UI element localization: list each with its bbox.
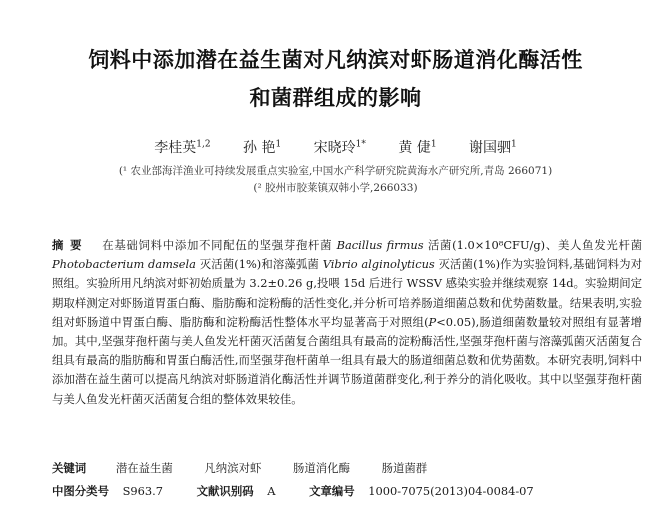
species-name: Bacillus firmus <box>336 238 424 252</box>
keyword: 肠道菌群 <box>381 461 428 475</box>
article-number-value: 1000-7075(2013)04-0084-07 <box>368 484 534 498</box>
keyword: 凡纳滨对虾 <box>204 461 262 475</box>
keyword: 潜在益生菌 <box>115 461 173 475</box>
author: 宋晓玲$^{1*}$ <box>313 139 366 156</box>
author-affiliation-mark: 1 <box>511 139 517 150</box>
abstract-label: 摘要 <box>52 238 89 252</box>
species-name: Photobacterium damsela <box>52 257 196 272</box>
author-affiliation-mark: 1,2 <box>196 139 211 150</box>
abstract: 摘要 在基础饲料中添加不同配伍的坚强芽孢杆菌 Bacillus firmus 活菌(1.0×10⁸CFU/g)、美人鱼发光杆菌 Photobacterium damsela 灭活菌(1%)和溶藻弧菌 Vibrio alginolyticus 灭活菌(1%)作为实验饲料,基础饲料为对照组。实验所用凡纳滨对虾初始质量为 3.2±0.26 g,投喂 15d 后进行 WSSV 感染实验并继续观察 14d。实验期间定期取样测定对虾肠道胃蛋白酶、脂肪酶和淀粉酶的活性变化,并分析可培养肠道细菌总数和优势菌数量。结果表明,实验组对虾肠道中胃蛋白酶、脂肪酶和淀粉酶活性整体水平均显著高于对照组(P<0.05),肠道细菌数量较对照组有显著增加。其中,坚强芽孢杆菌与美人鱼发光杆菌灭活菌复合菌组具有最高的淀粉酶活性,坚强芽孢杆菌与溶藻弧菌灭活菌复合组具有最高的脂肪酶和胃蛋白酶活性,而坚强芽孢杆菌单一组具有最大的肠道细菌总数和优势菌数。本研究表明,饲料中添加潜在益生菌可以提高凡纳滨对虾肠道消化酶活性并调节肠道菌群变化,利于养分的消化吸收。其中以坚强芽孢杆菌与美人鱼发光杆菌灭活菌复合组的整体效果较佳。 <box>52 238 642 406</box>
author-list <box>0 137 671 157</box>
keywords <box>52 460 455 476</box>
keywords-label: 关键词 <box>52 461 87 475</box>
author-affiliation-mark: 1 <box>430 139 437 150</box>
author-affiliation-mark: 1 <box>275 139 282 150</box>
classification-line <box>52 483 564 499</box>
species-name: Vibrio alginolyticus <box>322 257 435 272</box>
clc-label: 中图分类号 <box>52 484 109 498</box>
paper-title-line-1: 饲料中添加潜在益生菌对凡纳滨对虾肠道消化酶活性 <box>88 48 583 72</box>
paper-title-line-2: 和菌群组成的影响 <box>249 86 422 110</box>
affiliation-1: (¹ 农业部海洋渔业可持续发展重点实验室,中国水产科学研究院黄海水产研究所,青岛 266071) <box>118 165 553 177</box>
author-affiliation-mark: 1* <box>355 139 366 150</box>
affiliation-2: (² 胶州市胶莱镇双韩小学,266033) <box>253 182 418 194</box>
article-number-label: 文章编号 <box>309 484 355 498</box>
keyword: 肠道消化酶 <box>293 461 350 475</box>
author: 孙 艳$^1$ <box>243 139 282 156</box>
clc-value: S963.7 <box>122 484 164 498</box>
doc-code-label: 文献识别码 <box>196 484 254 498</box>
doc-code-value: A <box>267 484 276 498</box>
author: 谢国驷$^1$ <box>469 139 517 156</box>
p-value-symbol: P <box>428 314 437 329</box>
author: 黄 倢$^1$ <box>398 139 437 156</box>
author: 李桂英$^{1,2}$ <box>154 139 211 156</box>
